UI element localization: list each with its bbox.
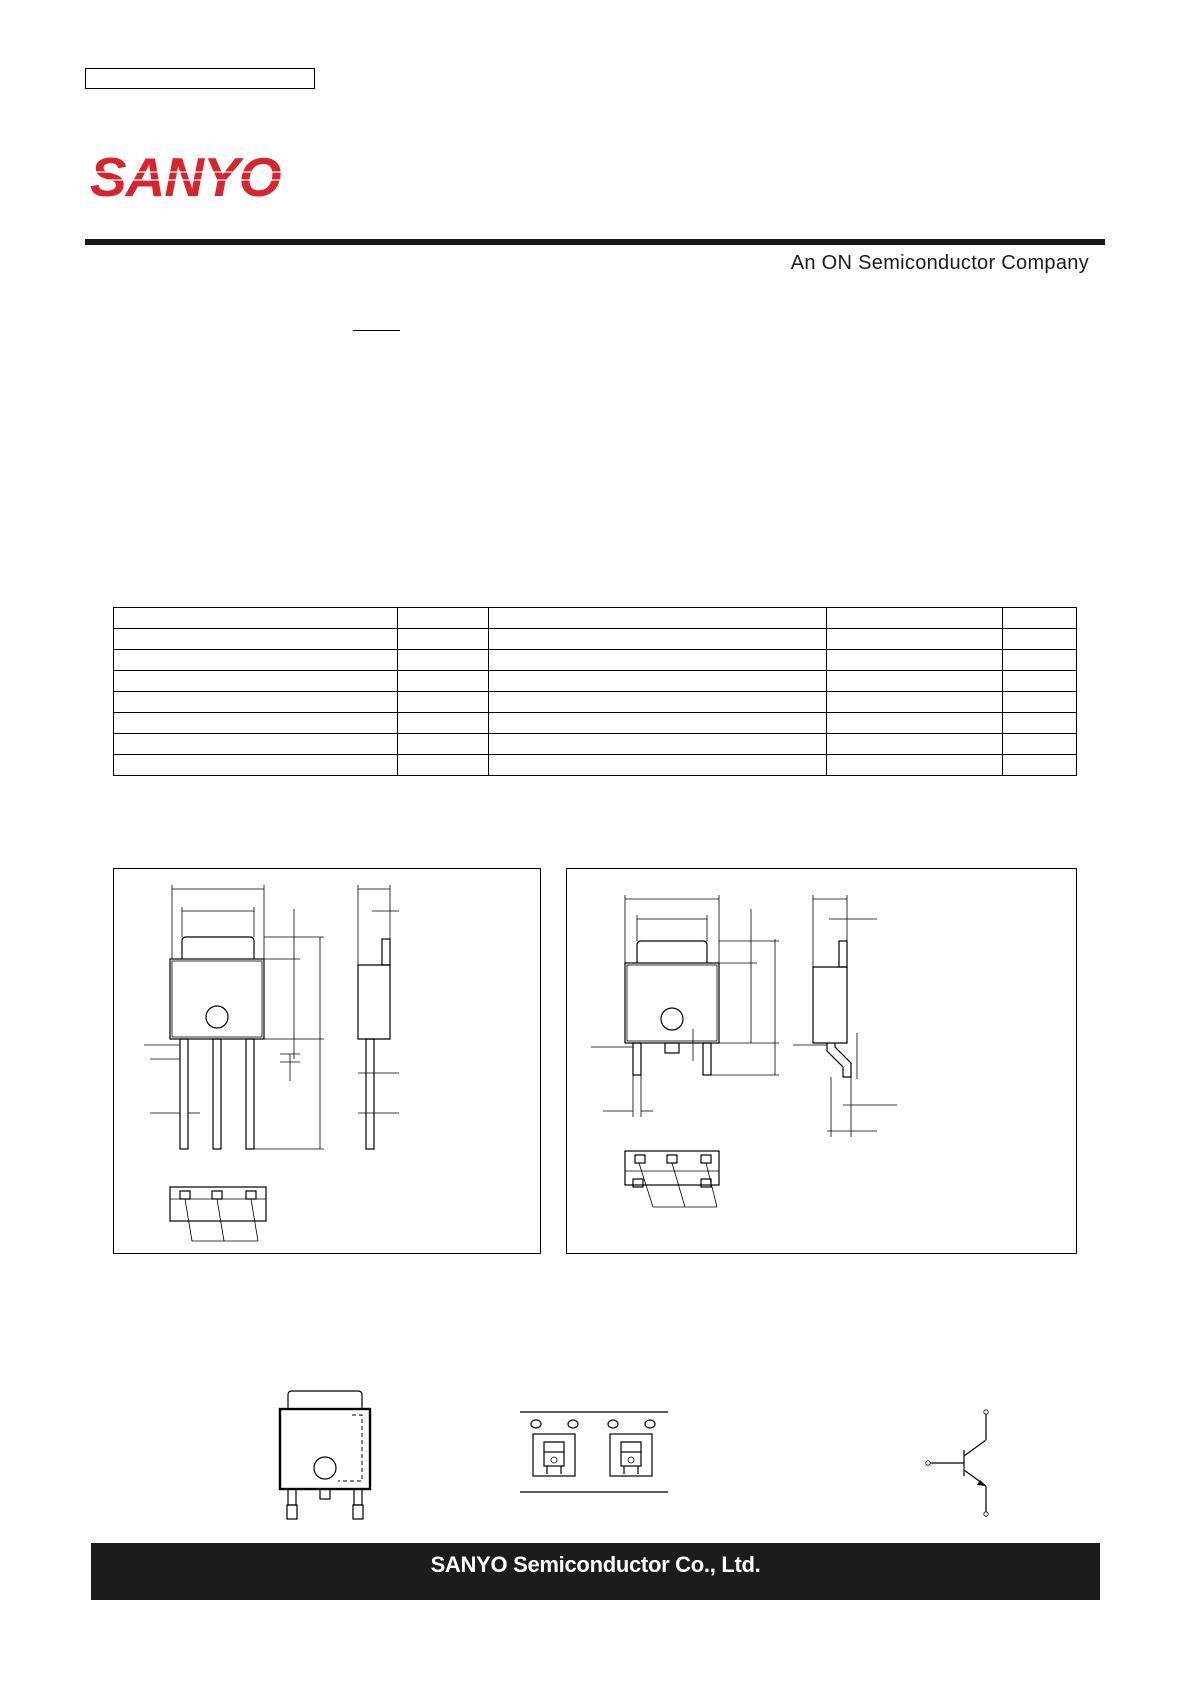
table-cell [114,671,398,692]
table-row [114,629,1077,650]
table-cell [1003,713,1077,734]
table-cell [488,629,827,650]
package-dimensions-box-1 [113,868,541,1254]
footer-company-name: SANYO Semiconductor Co., Ltd. [430,1551,761,1577]
table-cell [114,608,398,629]
table-cell [488,713,827,734]
table-row [114,650,1077,671]
table-row [114,671,1077,692]
title-underline [353,330,400,331]
table-cell [488,734,827,755]
table-cell [397,755,488,776]
table-cell [488,755,827,776]
table-cell [114,713,398,734]
table-cell [827,755,1003,776]
logo-text: SANYO [90,146,281,208]
table-cell [397,608,488,629]
package-dimensions-box-2 [566,868,1077,1254]
table-cell [114,755,398,776]
table-cell [1003,608,1077,629]
table-cell [1003,734,1077,755]
table-cell [827,692,1003,713]
table-cell [827,734,1003,755]
table-cell [1003,629,1077,650]
table-cell [114,650,398,671]
table-cell [397,629,488,650]
table-cell [1003,671,1077,692]
table-cell [827,608,1003,629]
table-cell [114,629,398,650]
table-cell [397,713,488,734]
table-cell [488,650,827,671]
package-drawing-1 [114,869,540,1253]
table-row [114,734,1077,755]
table-cell [488,608,827,629]
company-tagline: An ON Semiconductor Company [790,252,1089,274]
table-cell [397,671,488,692]
table-cell [827,713,1003,734]
footer-bar [91,1543,1100,1600]
table-row [114,692,1077,713]
table-cell [397,692,488,713]
table-cell [1003,692,1077,713]
table-cell [827,671,1003,692]
marking-illustration [270,1385,380,1530]
table-cell [488,692,827,713]
ratings-table [113,607,1077,776]
table-row [114,608,1077,629]
table-cell [1003,650,1077,671]
table-cell [488,671,827,692]
ordering-number-box [85,68,315,89]
table-cell [114,734,398,755]
transistor-symbol [922,1408,992,1518]
ratings-table-body [114,608,1077,776]
table-cell [827,650,1003,671]
table-row [114,755,1077,776]
table-cell [114,692,398,713]
header-rule [85,239,1105,245]
table-cell [827,629,1003,650]
package-drawing-2 [567,869,1076,1253]
table-cell [1003,755,1077,776]
sanyo-logo [88,138,300,212]
table-cell [397,650,488,671]
table-cell [397,734,488,755]
table-row [114,713,1077,734]
taping-illustration [518,1410,670,1495]
